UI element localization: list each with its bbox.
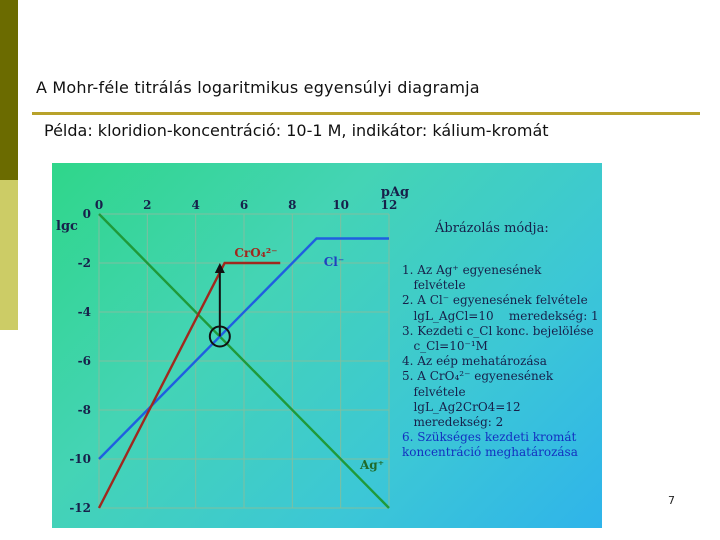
method-note-line: koncentráció meghatározása	[402, 445, 578, 460]
method-note-line: felvétele	[402, 278, 466, 293]
slide-subtitle: Példa: kloridion-koncentráció: 10-1 M, indikátor: kálium-kromát	[44, 121, 549, 140]
titration-chart	[52, 163, 602, 528]
y-tick-label-1: -2	[77, 256, 91, 270]
y-tick-label-5: -10	[69, 452, 91, 466]
method-note-line: 4. Az eép mehatározása	[402, 354, 547, 369]
method-note-line: 1. Az Ag⁺ egyenesének	[402, 263, 542, 277]
page-number: 7	[668, 494, 675, 507]
method-notes-title: Ábrázolás módja:	[435, 221, 549, 236]
method-note-line: meredekség: 2	[402, 415, 504, 429]
x-tick-label-2: 4	[191, 198, 200, 212]
x-tick-label-1: 2	[143, 198, 152, 212]
slide-title: A Mohr-féle titrálás logaritmikus egyensúlyi diagramja	[36, 78, 480, 97]
method-note-line: lgL_Ag2CrO4=12	[402, 399, 521, 414]
title-rule	[32, 112, 700, 115]
sidebar-accent-light	[0, 180, 18, 330]
x-tick-label-0: 0	[94, 198, 104, 212]
method-note-line: 5. A CrO₄²⁻ egyenesének	[402, 369, 554, 384]
y-axis-label: lgc	[56, 219, 78, 234]
ag-series-label: Ag⁺	[360, 457, 385, 472]
cl-series-label: Cl⁻	[323, 255, 345, 269]
y-tick-label-6: -12	[69, 501, 91, 515]
chart-panel	[52, 163, 602, 528]
y-tick-label-4: -8	[77, 403, 91, 417]
x-tick-label-6: 12	[380, 198, 398, 212]
method-note-line: 6. Szükséges kezdeti kromát	[402, 430, 577, 445]
x-tick-label-4: 8	[288, 198, 297, 212]
annotations	[210, 246, 384, 472]
method-note-line: 3. Kezdeti c_Cl konc. bejelölése	[402, 323, 594, 338]
method-note-line: c_Cl=10⁻¹M	[402, 339, 488, 353]
method-note-line: 2. A Cl⁻ egyenesének felvétele	[402, 293, 588, 308]
x-tick-label-5: 10	[332, 198, 350, 212]
y-tick-label-0: 0	[82, 207, 91, 221]
cro4-series-label: CrO₄²⁻	[234, 246, 278, 260]
method-note-line: lgL_AgCl=10 meredekség: 1	[402, 308, 599, 323]
x-axis-label: pAg	[380, 185, 410, 200]
sidebar-accent-dark	[0, 0, 18, 180]
series-line-2	[99, 263, 280, 508]
y-tick-label-3: -6	[77, 354, 91, 368]
method-note-line: felvétele	[402, 384, 466, 399]
y-tick-label-2: -4	[77, 305, 91, 319]
x-tick-label-3: 6	[239, 198, 249, 212]
